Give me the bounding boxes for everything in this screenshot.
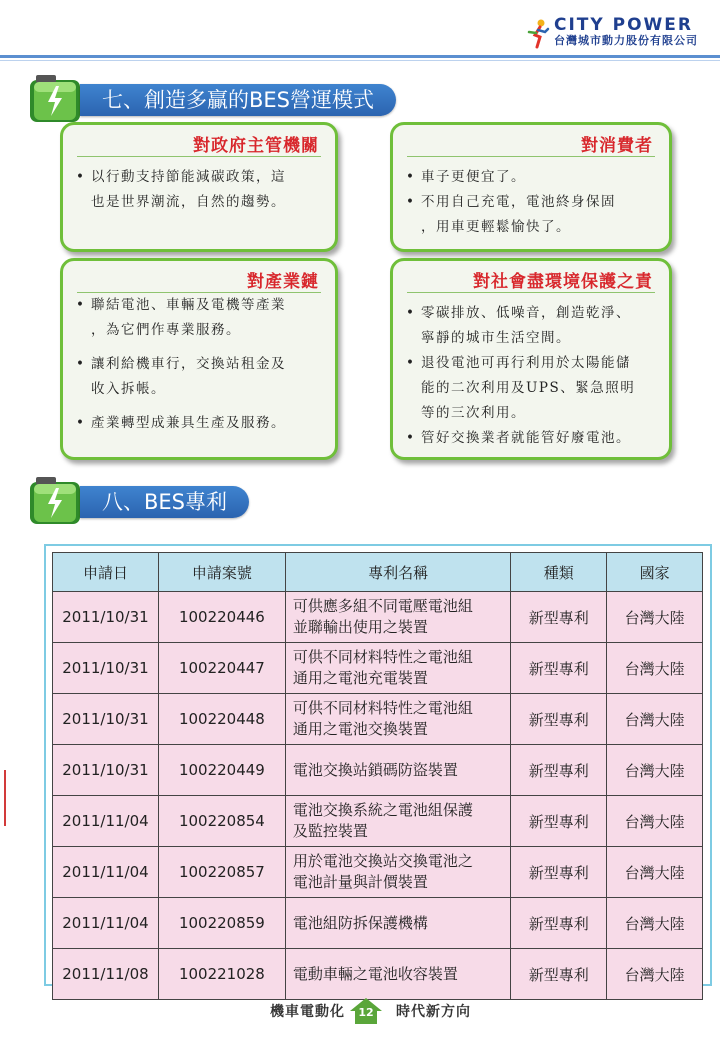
- cell-date: 2011/11/08: [53, 949, 159, 1000]
- list-item: • 退役電池可再行利用於太陽能儲 能的二次利用及UPS、緊急照明 等的三次利用。: [405, 351, 659, 426]
- margin-mark: [4, 770, 6, 826]
- table-row: [53, 643, 703, 694]
- column-header-date: 申請日: [53, 553, 159, 592]
- card-divider: [407, 156, 655, 157]
- cell-country: 台灣大陸: [607, 745, 703, 796]
- cell-type: 新型專利: [511, 745, 607, 796]
- cell-application-no: 100220448: [158, 694, 285, 745]
- cell-application-no: 100220446: [158, 592, 285, 643]
- cell-country: 台灣大陸: [607, 592, 703, 643]
- card-society-environment: [390, 258, 672, 460]
- page-footer: [0, 996, 720, 1026]
- cell-type: 新型專利: [511, 694, 607, 745]
- column-header-application-no: 申請案號: [158, 553, 285, 592]
- list-item: • 管好交換業者就能管好廢電池。: [405, 426, 659, 451]
- cell-type: 新型專利: [511, 898, 607, 949]
- table-row: [53, 949, 703, 1000]
- table-row: [53, 898, 703, 949]
- cell-date: 2011/10/31: [53, 694, 159, 745]
- card-divider: [407, 292, 655, 293]
- cell-type: 新型專利: [511, 796, 607, 847]
- card-title: 對產業鏈: [247, 272, 319, 292]
- cell-patent-name: 用於電池交換站交換電池之 電池計量與計價裝置: [285, 847, 511, 898]
- cell-type: 新型專利: [511, 847, 607, 898]
- card-list: [75, 293, 325, 436]
- card-list: [75, 165, 325, 215]
- card-title: 對政府主管機關: [193, 136, 319, 156]
- cell-type: 新型專利: [511, 949, 607, 1000]
- table-header-row: [53, 553, 703, 592]
- brand-name-zh: 台灣城市動力股份有限公司: [554, 34, 698, 47]
- patent-table-frame: [44, 544, 712, 986]
- company-logo: [554, 16, 698, 48]
- card-list: [405, 165, 659, 240]
- list-item: • 產業轉型成兼具生產及服務。: [75, 411, 325, 436]
- table-row: [53, 796, 703, 847]
- cell-application-no: 100220449: [158, 745, 285, 796]
- runner-logo-icon: [526, 18, 550, 50]
- cell-application-no: 100220854: [158, 796, 285, 847]
- cell-patent-name: 可供不同材料特性之電池組 通用之電池充電裝置: [285, 643, 511, 694]
- cell-country: 台灣大陸: [607, 949, 703, 1000]
- cell-date: 2011/11/04: [53, 847, 159, 898]
- column-header-country: 國家: [607, 553, 703, 592]
- cell-patent-name: 可供不同材料特性之電池組 通用之電池交換裝置: [285, 694, 511, 745]
- card-divider: [77, 156, 321, 157]
- card-title: 對消費者: [581, 136, 653, 156]
- table-row: [53, 745, 703, 796]
- card-consumer: [390, 122, 672, 252]
- cell-patent-name: 可供應多組不同電壓電池組 並聯輸出使用之裝置: [285, 592, 511, 643]
- cell-patent-name: 電池交換站鎖碼防盜裝置: [285, 745, 511, 796]
- card-government: [60, 122, 338, 252]
- cell-country: 台灣大陸: [607, 694, 703, 745]
- cell-patent-name: 電池交換系統之電池組保護 及監控裝置: [285, 796, 511, 847]
- list-item: • 讓利給機車行，交換站租金及 收入拆帳。: [75, 352, 325, 402]
- list-item: • 不用自己充電，電池終身保固 ，用車更輕鬆愉快了。: [405, 190, 659, 240]
- list-item: • 聯結電池、車輛及電機等產業 ，為它們作專業服務。: [75, 293, 325, 343]
- cell-date: 2011/11/04: [53, 796, 159, 847]
- list-item: • 以行動支持節能減碳政策，這 也是世界潮流，自然的趨勢。: [75, 165, 325, 215]
- section-8-title: 八、BES專利: [80, 486, 249, 518]
- list-item: • 零碳排放、低噪音，創造乾淨、 寧靜的城市生活空間。: [405, 301, 659, 351]
- cell-country: 台灣大陸: [607, 847, 703, 898]
- cell-type: 新型專利: [511, 592, 607, 643]
- column-header-patent-name: 專利名稱: [285, 553, 511, 592]
- card-industry-chain: [60, 258, 338, 460]
- page-number: 12: [358, 1006, 374, 1019]
- header-rule-thin: [0, 60, 720, 61]
- table-row: [53, 694, 703, 745]
- footer-slogan-right: 時代新方向: [396, 1004, 471, 1020]
- cell-type: 新型專利: [511, 643, 607, 694]
- cell-country: 台灣大陸: [607, 643, 703, 694]
- cell-country: 台灣大陸: [607, 796, 703, 847]
- header-rule: [0, 55, 720, 58]
- card-title: 對社會盡環境保護之責: [473, 272, 653, 292]
- cell-application-no: 100221028: [158, 949, 285, 1000]
- column-header-type: 種類: [511, 553, 607, 592]
- cell-patent-name: 電池組防拆保護機構: [285, 898, 511, 949]
- cell-date: 2011/10/31: [53, 592, 159, 643]
- cell-date: 2011/11/04: [53, 898, 159, 949]
- cell-application-no: 100220859: [158, 898, 285, 949]
- footer-slogan-left: 機車電動化: [270, 1004, 345, 1020]
- table-row: [53, 592, 703, 643]
- brand-name-en: CITY POWER: [554, 15, 693, 35]
- card-list: [405, 301, 659, 451]
- cell-country: 台灣大陸: [607, 898, 703, 949]
- section-7-title: 七、創造多贏的BES營運模式: [80, 84, 396, 116]
- cell-date: 2011/10/31: [53, 643, 159, 694]
- cell-patent-name: 電動車輛之電池收容裝置: [285, 949, 511, 1000]
- cell-application-no: 100220447: [158, 643, 285, 694]
- patent-table: [52, 552, 703, 1000]
- list-item: • 車子更便宜了。: [405, 165, 659, 190]
- table-row: [53, 847, 703, 898]
- cell-application-no: 100220857: [158, 847, 285, 898]
- cell-date: 2011/10/31: [53, 745, 159, 796]
